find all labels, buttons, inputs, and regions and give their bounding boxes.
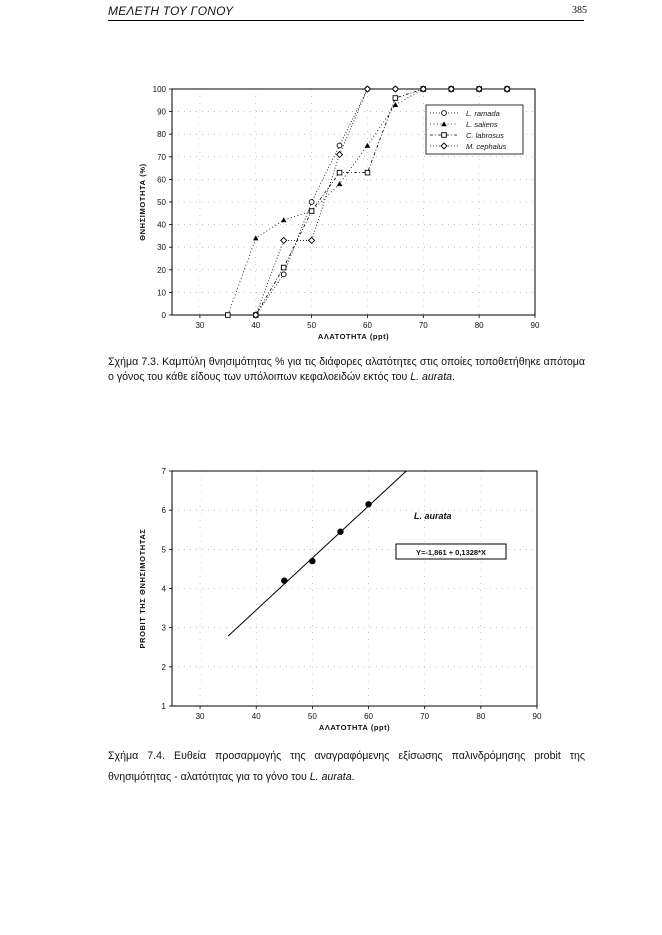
species-annotation: L. aurata <box>414 511 452 521</box>
x-tick-label: 70 <box>418 321 428 330</box>
figure-7-3-caption: Σχήμα 7.3. Καμπύλη θνησιμότητας % για τις διάφορες αλατότητες στις οποίες τοποθετήθηκε απότομα ο γόνος του κάθε είδους των υπόλοιπων κεφαλοειδών εκτός του L. aurata. <box>108 356 585 383</box>
regression-line <box>228 471 406 636</box>
observed-points <box>281 501 372 584</box>
y-axis-label: PROBIT ΤΗΣ ΘΝΗΣΙΜΟΤΗΤΑΣ <box>138 528 147 649</box>
data-point <box>337 529 343 535</box>
y-tick-label: 80 <box>157 130 166 140</box>
x-tick-label: 50 <box>307 321 317 330</box>
y-tick-label: 6 <box>161 506 166 516</box>
y-tick-label: 60 <box>157 175 166 185</box>
data-point <box>364 86 370 92</box>
probit-regression-chart <box>0 462 560 744</box>
x-tick-label: 50 <box>307 712 317 721</box>
y-tick-label: 0 <box>161 311 166 320</box>
figure-7-4-caption: Σχήμα 7.4. Ευθεία προσαρμογής της αναγραφόμενης εξίσωσης παλινδρόμησης probit της θνησιμότητας - αλατότητας για το γόνο του L. aurata. <box>108 750 585 783</box>
data-point <box>281 577 287 583</box>
y-tick-label: 50 <box>157 198 166 207</box>
y-tick-label: 100 <box>152 85 166 94</box>
figure-7-3-label: Σχήμα 7.3. <box>108 356 160 368</box>
legend-label: L. ramada <box>466 109 500 118</box>
header-rule <box>108 20 584 21</box>
data-point <box>392 86 398 92</box>
data-point <box>281 265 286 270</box>
data-point <box>226 313 231 318</box>
figure-7-4-label: Σχήμα 7.4. <box>108 750 165 762</box>
y-tick-label: 10 <box>157 288 166 298</box>
x-tick-label: 60 <box>364 712 373 721</box>
legend-marker <box>442 133 447 138</box>
x-tick-label: 80 <box>474 321 484 330</box>
y-tick-label: 70 <box>157 152 166 162</box>
data-point <box>337 170 342 175</box>
data-point <box>393 102 399 107</box>
x-axis-label: ΑΛΑΤΟΤΗΤΑ (ppt) <box>318 723 391 732</box>
data-point <box>281 237 287 243</box>
y-tick-label: 40 <box>157 220 166 230</box>
data-point <box>253 235 259 240</box>
y-tick-label: 4 <box>161 584 166 594</box>
x-tick-label: 40 <box>251 712 261 721</box>
x-tick-label: 40 <box>251 321 261 330</box>
y-tick-label: 5 <box>161 545 166 555</box>
legend <box>426 105 523 154</box>
y-tick-label: 1 <box>161 702 166 711</box>
y-tick-label: 20 <box>157 265 166 275</box>
x-tick-label: 30 <box>195 712 205 721</box>
data-point <box>281 272 286 277</box>
data-point <box>309 558 315 564</box>
x-tick-label: 80 <box>476 712 486 721</box>
running-header-title: ΜΕΛΕΤΗ ΤΟΥ ΓΟΝΟΥ <box>108 4 234 18</box>
x-tick-label: 30 <box>195 321 205 330</box>
figure-7-3-text: Καμπύλη θνησιμότητας % για τις διάφορες αλατότητες στις οποίες τοποθετήθηκε απότομα ο γόνος του κάθε είδους των υπόλοιπων κεφαλοειδών εκτός του <box>108 356 585 383</box>
data-point <box>337 152 343 158</box>
y-tick-label: 30 <box>157 243 166 253</box>
x-tick-label: 90 <box>530 321 540 330</box>
mortality-curve-chart <box>0 80 560 350</box>
y-axis-label: ΘΝΗΣΙΜΟΤΗΤΑ (%) <box>138 163 147 241</box>
data-point <box>337 143 342 148</box>
data-point <box>365 170 370 175</box>
legend-label: C. labrosus <box>466 131 504 140</box>
regression-equation: Y=-1,861 + 0,1328*X <box>415 548 487 557</box>
x-tick-label: 90 <box>532 712 542 721</box>
legend-label: L. saliens <box>466 120 498 129</box>
gridlines <box>172 471 537 706</box>
data-point <box>393 96 398 101</box>
data-point <box>365 143 371 148</box>
page-number: 385 <box>572 5 587 16</box>
legend-label: M. cephalus <box>466 142 507 151</box>
data-point <box>309 200 314 205</box>
data-point <box>365 501 371 507</box>
x-axis-label: ΑΛΑΤΟΤΗΤΑ (ppt) <box>317 332 390 341</box>
figure-7-4-text: Ευθεία προσαρμογής της αναγραφόμενης εξίσωσης παλινδρόμησης probit της θνησιμότητας - αλατότητας για το γόνο του <box>108 750 585 783</box>
x-tick-label: 60 <box>363 321 372 330</box>
x-tick-label: 70 <box>420 712 430 721</box>
data-point <box>281 217 287 222</box>
y-tick-label: 7 <box>161 467 166 476</box>
figure-7-4-species: L. aurata <box>309 771 352 783</box>
y-tick-label: 90 <box>157 107 166 117</box>
legend-marker <box>442 111 447 116</box>
data-point <box>309 209 314 214</box>
figure-7-3-species: L. aurata <box>410 371 453 383</box>
y-tick-label: 2 <box>161 662 166 672</box>
y-tick-label: 3 <box>161 623 166 633</box>
data-point <box>309 237 315 243</box>
